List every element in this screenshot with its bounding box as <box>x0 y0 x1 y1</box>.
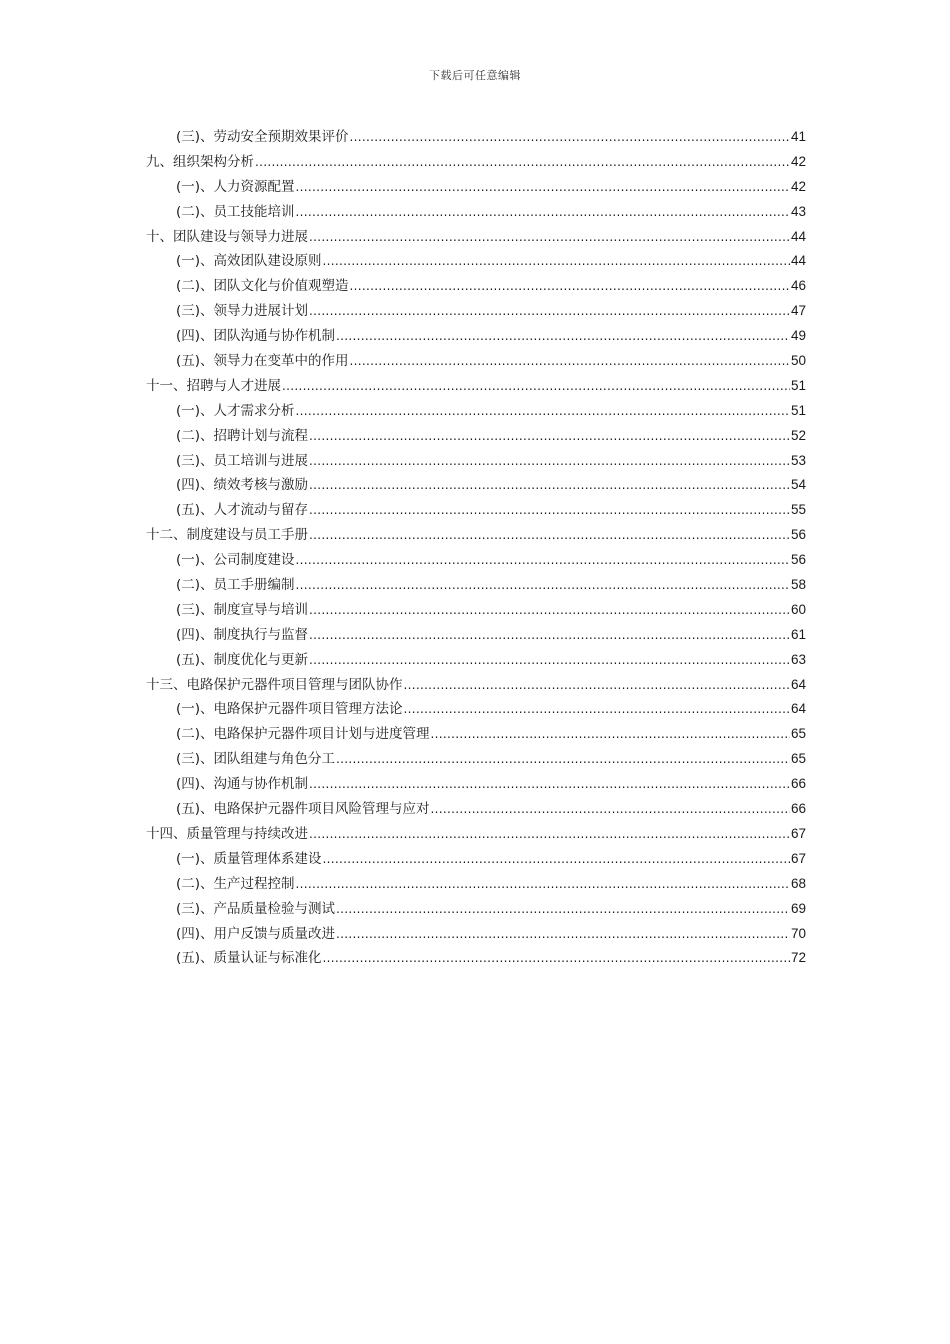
toc-entry-title: (二)、招聘计划与流程 <box>176 427 309 444</box>
toc-dot-leader <box>309 623 790 648</box>
toc-section-entry[interactable] <box>146 697 806 722</box>
toc-entry-title: (三)、劳动安全预期效果评价 <box>176 129 349 145</box>
table-of-contents <box>146 125 806 971</box>
toc-section-entry[interactable] <box>146 648 806 673</box>
toc-entry-page-number: 67 <box>790 850 806 866</box>
toc-dot-leader <box>336 324 790 349</box>
toc-entry-title: (一)、人才需求分析 <box>176 402 295 419</box>
toc-dot-leader <box>309 498 790 523</box>
toc-section-entry[interactable] <box>146 125 806 150</box>
toc-entry-page-number: 44 <box>790 253 806 269</box>
toc-entry-page-number: 56 <box>790 527 806 543</box>
toc-entry-title: (二)、生产过程控制 <box>176 875 295 892</box>
toc-section-entry[interactable] <box>146 573 806 598</box>
toc-dot-leader <box>309 523 790 548</box>
toc-dot-leader <box>431 722 790 747</box>
toc-entry-page-number: 56 <box>790 552 806 568</box>
toc-section-entry[interactable] <box>146 772 806 797</box>
toc-entry-title: (三)、产品质量检验与测试 <box>176 900 336 917</box>
toc-entry-page-number: 70 <box>790 925 806 941</box>
toc-section-entry[interactable] <box>146 747 806 772</box>
toc-chapter-entry[interactable] <box>146 374 806 399</box>
toc-entry-title: (一)、人力资源配置 <box>176 178 295 195</box>
toc-dot-leader <box>309 225 790 250</box>
toc-section-entry[interactable] <box>146 349 806 374</box>
toc-entry-page-number: 54 <box>790 477 806 493</box>
toc-entry-title: (一)、公司制度建设 <box>176 552 295 569</box>
toc-entry-title: (四)、沟通与协作机制 <box>176 776 309 793</box>
toc-entry-page-number: 68 <box>790 875 806 891</box>
toc-section-entry[interactable] <box>146 722 806 747</box>
toc-entry-page-number: 64 <box>790 676 806 692</box>
toc-entry-title: 十二、制度建设与员工手册 <box>146 527 308 544</box>
toc-entry-page-number: 46 <box>790 278 806 294</box>
toc-entry-page-number: 67 <box>790 825 806 841</box>
toc-entry-title: (二)、电路保护元器件项目计划与进度管理 <box>176 726 430 743</box>
toc-entry-title: (五)、质量认证与标准化 <box>176 950 322 967</box>
toc-dot-leader <box>296 573 790 598</box>
toc-section-entry[interactable] <box>146 548 806 573</box>
toc-dot-leader <box>350 274 790 299</box>
toc-section-entry[interactable] <box>146 872 806 897</box>
toc-dot-leader <box>336 897 790 922</box>
toc-dot-leader <box>404 673 790 698</box>
toc-entry-page-number: 53 <box>790 452 806 468</box>
toc-entry-page-number: 43 <box>790 203 806 219</box>
toc-entry-title: (五)、电路保护元器件项目风险管理与应对 <box>176 801 430 818</box>
page-header: 下载后可任意编辑 <box>429 69 521 82</box>
toc-section-entry[interactable] <box>146 847 806 872</box>
toc-entry-page-number: 58 <box>790 577 806 593</box>
toc-dot-leader <box>323 249 790 274</box>
toc-entry-title: (五)、领导力在变革中的作用 <box>176 353 349 370</box>
toc-entry-title: (二)、员工技能培训 <box>176 203 295 220</box>
toc-entry-title: 十一、招聘与人才进展 <box>146 377 281 394</box>
toc-dot-leader <box>309 449 790 474</box>
toc-entry-title: 十三、电路保护元器件项目管理与团队协作 <box>146 676 403 693</box>
toc-dot-leader <box>296 399 790 424</box>
toc-section-entry[interactable] <box>146 498 806 523</box>
toc-entry-title: (二)、员工手册编制 <box>176 577 295 594</box>
toc-section-entry[interactable] <box>146 274 806 299</box>
toc-section-entry[interactable] <box>146 399 806 424</box>
toc-entry-title: (四)、制度执行与监督 <box>176 626 309 643</box>
toc-entry-page-number: 66 <box>790 801 806 817</box>
toc-section-entry[interactable] <box>146 424 806 449</box>
toc-entry-title: (一)、电路保护元器件项目管理方法论 <box>176 701 403 718</box>
toc-dot-leader <box>309 772 790 797</box>
toc-chapter-entry[interactable] <box>146 822 806 847</box>
toc-entry-page-number: 49 <box>790 328 806 344</box>
toc-entry-page-number: 50 <box>790 353 806 369</box>
toc-entry-title: 九、组织架构分析 <box>146 153 254 170</box>
toc-dot-leader <box>296 175 790 200</box>
toc-dot-leader <box>350 125 790 150</box>
toc-section-entry[interactable] <box>146 797 806 822</box>
toc-section-entry[interactable] <box>146 249 806 274</box>
toc-entry-title: (三)、制度宣导与培训 <box>176 601 309 618</box>
toc-entry-page-number: 66 <box>790 776 806 792</box>
toc-entry-page-number: 42 <box>790 178 806 194</box>
toc-entry-page-number: 63 <box>790 651 806 667</box>
toc-dot-leader <box>404 697 790 722</box>
toc-entry-page-number: 51 <box>790 402 806 418</box>
toc-section-entry[interactable] <box>146 473 806 498</box>
toc-section-entry[interactable] <box>146 922 806 947</box>
toc-entry-title: (二)、团队文化与价值观塑造 <box>176 278 349 295</box>
toc-entry-title: (三)、团队组建与角色分工 <box>176 751 336 768</box>
toc-section-entry[interactable] <box>146 897 806 922</box>
toc-entry-title: 十四、质量管理与持续改进 <box>146 825 308 842</box>
toc-section-entry[interactable] <box>146 299 806 324</box>
toc-entry-title: (三)、领导力进展计划 <box>176 303 309 320</box>
toc-entry-title: 十、团队建设与领导力进展 <box>146 228 308 245</box>
toc-dot-leader <box>296 872 790 897</box>
toc-section-entry[interactable] <box>146 449 806 474</box>
toc-dot-leader <box>309 473 790 498</box>
toc-dot-leader <box>336 747 790 772</box>
toc-dot-leader <box>309 299 790 324</box>
toc-dot-leader <box>309 822 790 847</box>
toc-section-entry[interactable] <box>146 324 806 349</box>
toc-dot-leader <box>309 424 790 449</box>
toc-dot-leader <box>323 946 790 971</box>
toc-dot-leader <box>282 374 790 399</box>
toc-entry-page-number: 52 <box>790 427 806 443</box>
toc-entry-page-number: 69 <box>790 900 806 916</box>
toc-chapter-entry[interactable] <box>146 225 806 250</box>
toc-dot-leader <box>431 797 790 822</box>
toc-entry-title: (四)、绩效考核与激励 <box>176 477 309 494</box>
toc-section-entry[interactable] <box>146 175 806 200</box>
toc-entry-page-number: 51 <box>790 377 806 393</box>
toc-dot-leader <box>309 648 790 673</box>
toc-dot-leader <box>336 922 790 947</box>
toc-entry-page-number: 65 <box>790 726 806 742</box>
toc-entry-page-number: 41 <box>790 129 806 144</box>
toc-entry-page-number: 42 <box>790 153 806 169</box>
toc-entry-page-number: 65 <box>790 751 806 767</box>
toc-entry-page-number: 72 <box>790 950 806 966</box>
toc-dot-leader <box>323 847 790 872</box>
toc-dot-leader <box>255 150 790 175</box>
toc-chapter-entry[interactable] <box>146 150 806 175</box>
toc-chapter-entry[interactable] <box>146 523 806 548</box>
toc-section-entry[interactable] <box>146 623 806 648</box>
toc-entry-page-number: 60 <box>790 601 806 617</box>
toc-entry-title: (五)、制度优化与更新 <box>176 651 309 668</box>
toc-entry-page-number: 44 <box>790 228 806 244</box>
toc-dot-leader <box>296 200 790 225</box>
toc-section-entry[interactable] <box>146 200 806 225</box>
toc-dot-leader <box>296 548 790 573</box>
toc-entry-page-number: 55 <box>790 502 806 518</box>
toc-entry-title: (五)、人才流动与留存 <box>176 502 309 519</box>
toc-entry-title: (四)、用户反馈与质量改进 <box>176 925 336 942</box>
toc-entry-title: (四)、团队沟通与协作机制 <box>176 328 336 345</box>
toc-entry-title: (一)、高效团队建设原则 <box>176 253 322 270</box>
toc-dot-leader <box>309 598 790 623</box>
toc-entry-page-number: 61 <box>790 626 806 642</box>
toc-entry-title: (一)、质量管理体系建设 <box>176 850 322 867</box>
toc-entry-title: (三)、员工培训与进展 <box>176 452 309 469</box>
toc-section-entry[interactable] <box>146 946 806 971</box>
toc-chapter-entry[interactable] <box>146 673 806 698</box>
toc-entry-page-number: 64 <box>790 701 806 717</box>
toc-section-entry[interactable] <box>146 598 806 623</box>
toc-entry-page-number: 47 <box>790 303 806 319</box>
toc-dot-leader <box>350 349 790 374</box>
